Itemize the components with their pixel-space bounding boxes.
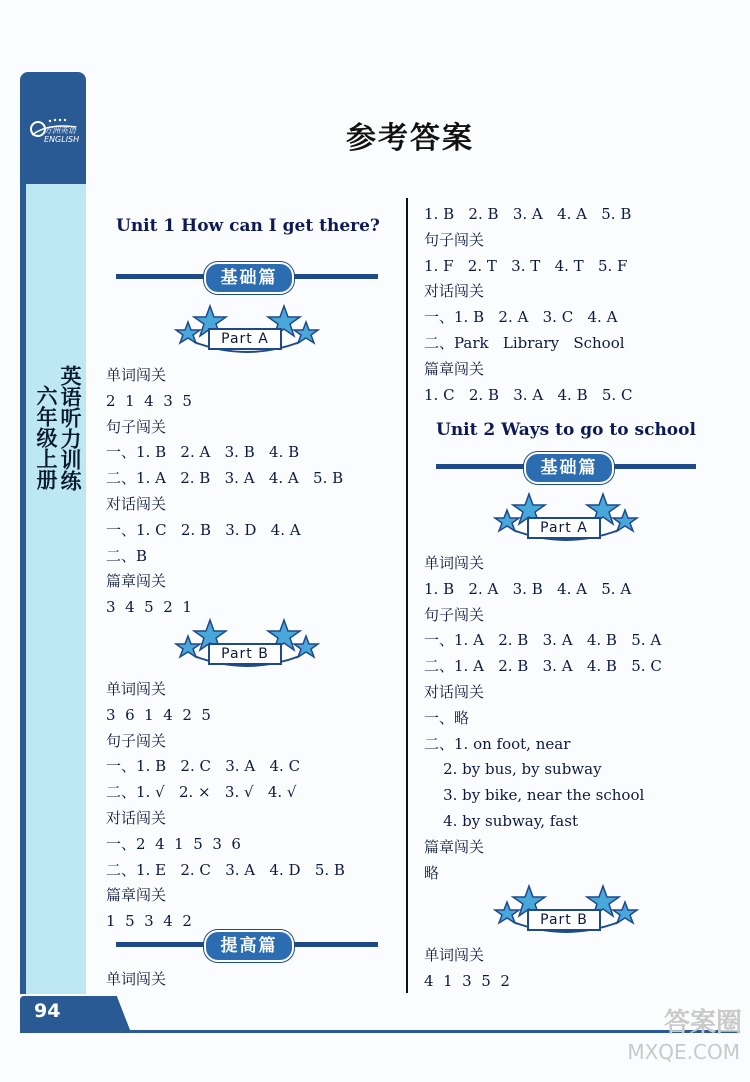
column-divider [406, 198, 408, 993]
answer-line: 二、1. √ 2. × 3. √ 4. √ [106, 783, 297, 802]
answer-line: 对话闯关 [424, 282, 485, 301]
watermark-logo: 答案圈 [663, 1008, 742, 1038]
answer-line: 单词闯关 [106, 366, 167, 384]
answer-line: 篇章闯关 [424, 359, 485, 378]
answer-line: 对话闯关 [424, 682, 485, 701]
answer-line: 二、1. A 2. B 3. A 4. B 5. C [424, 657, 662, 676]
part-a-label: Part A [527, 517, 601, 539]
unit2-part-b-answers [424, 943, 510, 995]
book-title-vertical [26, 238, 82, 618]
answer-line: 句子闯关 [106, 417, 167, 436]
section-pill-basic: 基础篇 [524, 452, 614, 484]
answer-line: 二、1. E 2. C 3. A 4. D 5. B [106, 860, 345, 879]
book-title-line: 六年级上册 [34, 384, 58, 490]
answer-line: 1 5 3 4 2 [106, 912, 192, 931]
answer-line: 4. by subway, fast [424, 811, 578, 830]
answer-line: 篇章闯关 [106, 886, 167, 905]
part-a-label: Part A [208, 328, 282, 350]
bottom-rule [20, 1030, 740, 1033]
unit-2-title: Unit 2 Ways to go to school [436, 420, 696, 440]
answer-line: 单词闯关 [424, 946, 485, 964]
page-title: 参考答案 [346, 121, 474, 156]
unit1-part-b-answers [106, 677, 345, 935]
answer-line: 2 1 4 3 5 [106, 391, 192, 410]
answer-line: 3 6 1 4 2 5 [106, 705, 211, 724]
answer-line: 一、1. B 2. C 3. A 4. C [106, 757, 301, 776]
answer-line: 1. B 2. A 3. B 4. A 5. A [424, 579, 632, 598]
answer-line: 对话闯关 [106, 494, 167, 513]
watermark-url: MXQE.COM [627, 1040, 740, 1064]
answer-line: 篇章闯关 [424, 837, 485, 856]
answer-line: 二、Park Library School [424, 333, 625, 352]
answer-line: 略 [424, 863, 440, 882]
answer-line: 句子闯关 [424, 605, 485, 624]
section-pill-basic: 基础篇 [204, 262, 294, 294]
answer-line: 一、2 4 1 5 3 6 [106, 834, 241, 853]
answer-line: 句子闯关 [424, 230, 485, 249]
answer-line: 对话闯关 [106, 808, 167, 827]
answer-line: 篇章闯关 [106, 572, 167, 591]
answer-line: 3 4 5 2 1 [106, 598, 192, 617]
unit-1-title: Unit 1 How can I get there? [116, 216, 380, 236]
publisher-logo-text: 方洲英语 ENGLISH [44, 126, 80, 144]
part-b-label: Part B [527, 909, 601, 931]
unit1-part-a-answers [106, 363, 343, 621]
answer-line: 2. by bus, by subway [424, 760, 602, 779]
answer-line: 二、1. A 2. B 3. A 4. A 5. B [106, 469, 344, 488]
answer-line: 句子闯关 [106, 731, 167, 750]
answer-line: 二、B [106, 546, 148, 565]
answer-line: 3. by bike, near the school [424, 786, 645, 805]
answer-line: 一、1. C 2. B 3. D 4. A [106, 520, 301, 539]
answer-line: 一、1. B 2. A 3. B 4. B [106, 443, 300, 462]
answer-line: 单词闯关 [106, 970, 167, 988]
unit1-continued-answers [424, 202, 632, 408]
part-b-label: Part B [208, 643, 282, 665]
page-number: 94 [34, 1000, 61, 1022]
answer-line: 单词闯关 [106, 680, 167, 698]
book-title-line: 英语听力训练 [58, 365, 82, 491]
answer-line: 二、1. on foot, near [424, 734, 571, 753]
section-pill-advanced: 提高篇 [204, 930, 294, 962]
answer-line: 1. F 2. T 3. T 4. T 5. F [424, 256, 628, 275]
answer-line: 一、1. A 2. B 3. A 4. B 5. A [424, 631, 662, 650]
answer-line: 一、略 [424, 708, 470, 727]
answer-line: 4 1 3 5 2 [424, 971, 510, 990]
answer-line: 一、1. B 2. A 3. C 4. A [424, 308, 618, 327]
unit2-part-a-answers [424, 551, 662, 886]
answer-line: 1. C 2. B 3. A 4. B 5. C [424, 385, 633, 404]
answer-line: 1. B 2. B 3. A 4. A 5. B [424, 205, 632, 223]
answer-line: 单词闯关 [424, 554, 485, 572]
